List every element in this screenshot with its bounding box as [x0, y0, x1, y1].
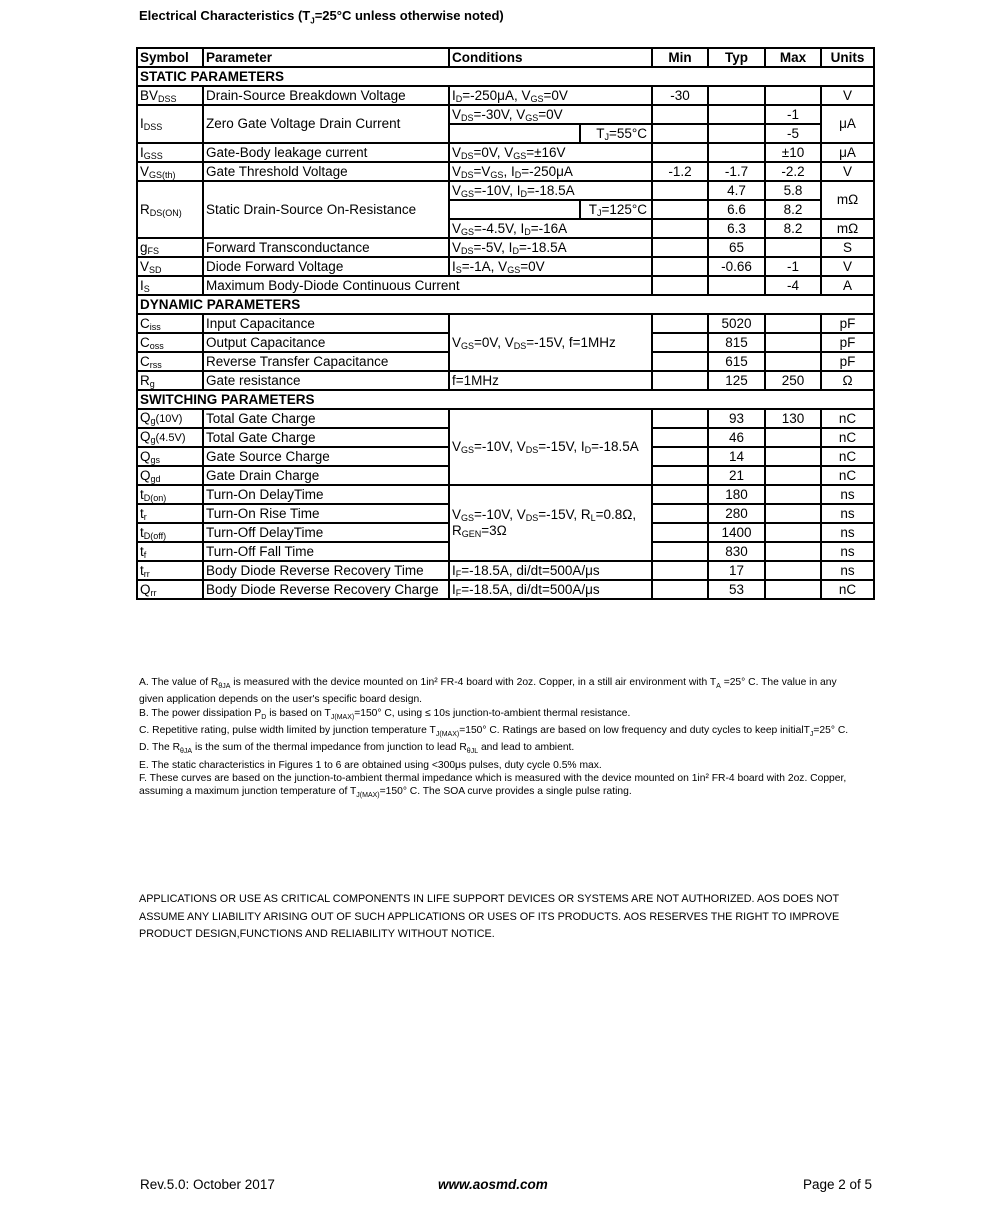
min-cell — [652, 238, 708, 257]
typ-cell — [708, 105, 765, 124]
min-cell — [652, 200, 708, 219]
symbol-cell: $t_{D(off)}$ — [137, 523, 203, 542]
unit-cell: ns — [821, 504, 874, 523]
page-title: Electrical Characteristics ($T_J=25^\circ C$ unless otherwise noted) — [139, 8, 504, 26]
condition-cell: $V_{DS}=0V$, $V_{GS}=\pm 16V$ — [449, 143, 652, 162]
header-conditions: Conditions — [449, 48, 652, 67]
parameter-cell: Turn-Off DelayTime — [203, 523, 449, 542]
parameter-cell: Turn-Off Fall Time — [203, 542, 449, 561]
parameter-cell: Gate Drain Charge — [203, 466, 449, 485]
footer-website-link[interactable]: www.aosmd.com — [438, 1177, 548, 1192]
unit-cell: S — [821, 238, 874, 257]
footnote: A. The value of $R_{\theta JA}$ is measured with the device mounted on 1in² FR-4 board with 2oz. Copper, in a still air environment with $T_A =25^\circ$ C. The value in any given application depends on the user's specific board design. — [139, 677, 837, 706]
condition-cell: $V_{GS}=-10V$, $V_{DS}=-15V$, $R_L=0.8\Omega$, $R_{GEN}=3\Omega$ — [449, 485, 652, 561]
unit-cell: pF — [821, 314, 874, 333]
typ-cell: 21 — [708, 466, 765, 485]
header-symbol: Symbol — [137, 48, 203, 67]
symbol-cell: $t_{rr}$ — [137, 561, 203, 580]
parameter-cell: Gate Source Charge — [203, 447, 449, 466]
symbol-cell: $Q_g(10V)$ — [137, 409, 203, 428]
unit-cell: ns — [821, 542, 874, 561]
unit-cell: A — [821, 276, 874, 295]
symbol-cell: $Q_{gd}$ — [137, 466, 203, 485]
parameter-cell: Turn-On DelayTime — [203, 485, 449, 504]
max-cell — [765, 504, 821, 523]
table-row — [137, 276, 874, 295]
min-cell: -30 — [652, 86, 708, 105]
min-cell — [652, 314, 708, 333]
typ-cell — [708, 276, 765, 295]
parameter-cell: Gate Threshold Voltage — [203, 162, 449, 181]
condition-cell: $T_J=55^\circ C$ — [580, 124, 652, 143]
symbol-cell: $Q_{gs}$ — [137, 447, 203, 466]
unit-cell: nC — [821, 447, 874, 466]
parameter-cell: Output Capacitance — [203, 333, 449, 352]
symbol-cell: $V_{SD}$ — [137, 257, 203, 276]
max-cell — [765, 352, 821, 371]
electrical-characteristics-table — [136, 47, 875, 600]
max-cell: -5 — [765, 124, 821, 143]
typ-cell: 93 — [708, 409, 765, 428]
condition-cell: $I_D=-250\mu A$, $V_{GS}=0V$ — [449, 86, 652, 105]
unit-cell: nC — [821, 580, 874, 599]
table-row — [137, 314, 874, 333]
parameter-cell: Diode Forward Voltage — [203, 257, 449, 276]
max-cell — [765, 238, 821, 257]
min-cell — [652, 371, 708, 390]
min-cell — [652, 219, 708, 238]
min-cell — [652, 181, 708, 200]
unit-cell: pF — [821, 333, 874, 352]
symbol-cell: $Q_{rr}$ — [137, 580, 203, 599]
max-cell — [765, 428, 821, 447]
min-cell — [652, 143, 708, 162]
symbol-cell: $t_f$ — [137, 542, 203, 561]
condition-cell: $V_{GS}=-10V$, $V_{DS}=-15V$, $I_D=-18.5A$ — [449, 409, 652, 485]
symbol-cell: $t_r$ — [137, 504, 203, 523]
typ-cell: 180 — [708, 485, 765, 504]
unit-cell: nC — [821, 466, 874, 485]
max-cell: 250 — [765, 371, 821, 390]
footnote: C. Repetitive rating, pulse width limited by junction temperature $T_{J(MAX)}=150^\circ$ C. Ratings are based on low frequency and duty cycles to keep initialT$_J$=25° C. — [139, 724, 849, 739]
unit-cell: ns — [821, 523, 874, 542]
footnote: D. The $R_{\theta JA}$ is the sum of the thermal impedance from junction to lead $R_{\theta JL}$ and lead to ambient. — [139, 742, 575, 756]
unit-cell: pF — [821, 352, 874, 371]
header-min: Min — [652, 48, 708, 67]
condition-cell: $V_{DS}=-30V$, $V_{GS}=0V$ — [449, 105, 652, 124]
footer-page-number: Page 2 of 5 — [803, 1177, 873, 1192]
typ-cell: -0.66 — [708, 257, 765, 276]
typ-cell: 46 — [708, 428, 765, 447]
unit-cell: mΩ — [821, 181, 874, 219]
min-cell — [652, 105, 708, 124]
max-cell — [765, 580, 821, 599]
symbol-cell: $t_{D(on)}$ — [137, 485, 203, 504]
max-cell: -1 — [765, 105, 821, 124]
max-cell — [765, 561, 821, 580]
symbol-cell: $V_{GS(th)}$ — [137, 162, 203, 181]
symbol-cell: $C_{oss}$ — [137, 333, 203, 352]
max-cell — [765, 447, 821, 466]
max-cell: -2.2 — [765, 162, 821, 181]
unit-cell: V — [821, 86, 874, 105]
min-cell — [652, 276, 708, 295]
parameter-cell: Zero Gate Voltage Drain Current — [203, 105, 449, 143]
parameter-cell: Gate resistance — [203, 371, 449, 390]
parameter-cell: Turn-On Rise Time — [203, 504, 449, 523]
section-switching: SWITCHING PARAMETERS — [137, 390, 874, 409]
min-cell — [652, 580, 708, 599]
typ-cell: 125 — [708, 371, 765, 390]
unit-cell: V — [821, 162, 874, 181]
unit-cell: mΩ — [821, 219, 874, 238]
symbol-cell: $C_{iss}$ — [137, 314, 203, 333]
min-cell — [652, 428, 708, 447]
min-cell — [652, 466, 708, 485]
typ-cell: 815 — [708, 333, 765, 352]
condition-cell: $I_F=-18.5A$, di/dt=500A/μs — [449, 580, 652, 599]
table-row — [137, 162, 874, 181]
header-max: Max — [765, 48, 821, 67]
parameter-cell: Body Diode Reverse Recovery Time — [203, 561, 449, 580]
parameter-cell: Total Gate Charge — [203, 428, 449, 447]
table-row — [137, 580, 874, 599]
unit-cell: nC — [821, 428, 874, 447]
typ-cell: -1.7 — [708, 162, 765, 181]
table-row — [137, 105, 874, 124]
typ-cell: 4.7 — [708, 181, 765, 200]
footnote: B. The power dissipation $P_D$ is based on $T_{J(MAX)}=150^\circ$ C, using ≤ 10s junction-to-ambient thermal resistance. — [139, 707, 631, 721]
typ-cell — [708, 86, 765, 105]
min-cell — [652, 485, 708, 504]
parameter-cell: Body Diode Reverse Recovery Charge — [203, 580, 449, 599]
parameter-cell: Static Drain-Source On-Resistance — [203, 181, 449, 238]
max-cell: 8.2 — [765, 219, 821, 238]
table-row — [137, 86, 874, 105]
unit-cell: V — [821, 257, 874, 276]
typ-cell: 830 — [708, 542, 765, 561]
footer-revision: Rev.5.0: October 2017 — [140, 1177, 275, 1192]
typ-cell — [708, 124, 765, 143]
section-dynamic: DYNAMIC PARAMETERS — [137, 295, 874, 314]
condition-cell: $I_S=-1A$, $V_{GS}=0V$ — [449, 257, 652, 276]
max-cell: ±10 — [765, 143, 821, 162]
condition-cell: $V_{DS}=-5V$, $I_D=-18.5A$ — [449, 238, 652, 257]
unit-cell: nC — [821, 409, 874, 428]
max-cell — [765, 485, 821, 504]
max-cell: 8.2 — [765, 200, 821, 219]
typ-cell: 14 — [708, 447, 765, 466]
min-cell: -1.2 — [652, 162, 708, 181]
typ-cell: 6.6 — [708, 200, 765, 219]
typ-cell — [708, 143, 765, 162]
table-row — [137, 371, 874, 390]
symbol-cell: $R_{DS(ON)}$ — [137, 181, 203, 238]
max-cell: 5.8 — [765, 181, 821, 200]
min-cell — [652, 409, 708, 428]
typ-cell: 5020 — [708, 314, 765, 333]
max-cell — [765, 523, 821, 542]
max-cell: -4 — [765, 276, 821, 295]
symbol-cell: $I_S$ — [137, 276, 203, 295]
typ-cell: 6.3 — [708, 219, 765, 238]
max-cell — [765, 542, 821, 561]
max-cell — [765, 466, 821, 485]
parameter-cell: Drain-Source Breakdown Voltage — [203, 86, 449, 105]
symbol-cell: $BV_{DSS}$ — [137, 86, 203, 105]
typ-cell: 17 — [708, 561, 765, 580]
min-cell — [652, 504, 708, 523]
min-cell — [652, 352, 708, 371]
parameter-cell: Maximum Body-Diode Continuous Current — [203, 276, 652, 295]
footnote: F. These curves are based on the junction-to-ambient thermal impedance which is measured with the device mounted on 1in² FR-4 board with 2oz. Copper, assuming a maximum junction temperature of $T_{J(MAX)}=150^\circ$ C. The SOA curve provides a single pulse rating. — [139, 772, 847, 800]
max-cell: 130 — [765, 409, 821, 428]
symbol-cell: $C_{rss}$ — [137, 352, 203, 371]
table-row — [137, 257, 874, 276]
max-cell — [765, 314, 821, 333]
min-cell — [652, 333, 708, 352]
unit-cell: μA — [821, 143, 874, 162]
typ-cell: 65 — [708, 238, 765, 257]
min-cell — [652, 447, 708, 466]
unit-cell: μA — [821, 105, 874, 143]
condition-cell: $T_J=125^\circ C$ — [580, 200, 652, 219]
typ-cell: 280 — [708, 504, 765, 523]
condition-cell: $V_{DS}=V_{GS}$, $I_D=-250\mu A$ — [449, 162, 652, 181]
symbol-cell: $Q_g(4.5V)$ — [137, 428, 203, 447]
parameter-cell: Forward Transconductance — [203, 238, 449, 257]
table-row — [137, 485, 874, 504]
condition-cell: $V_{GS}=-4.5V$, $I_D=-16A$ — [449, 219, 652, 238]
footnote: E. The static characteristics in Figures 1 to 6 are obtained using <300μs pulses, duty cycle 0.5% max. — [139, 759, 602, 771]
symbol-cell: $g_{FS}$ — [137, 238, 203, 257]
typ-cell: 615 — [708, 352, 765, 371]
condition-cell: $V_{GS}=-10V$, $I_D=-18.5A$ — [449, 181, 652, 200]
parameter-cell: Reverse Transfer Capacitance — [203, 352, 449, 371]
table-row — [137, 238, 874, 257]
table-row — [137, 561, 874, 580]
disclaimer: APPLICATIONS OR USE AS CRITICAL COMPONENTS IN LIFE SUPPORT DEVICES OR SYSTEMS ARE NOT AUTHORIZED. AOS DOES NOT ASSUME ANY LIABILITY ARISING OUT OF SUCH APPLICATIONS OR USES OF ITS PRODUCTS. AOS RESERVES THE RIGHT TO IMPROVE PRODUCT DESIGN,FUNCTIONS AND RELIABILITY WITHOUT NOTICE. — [139, 893, 840, 940]
min-cell — [652, 523, 708, 542]
condition-cell: $V_{GS}=0V$, $V_{DS}=-15V$, f=1MHz — [449, 314, 652, 371]
table-row — [137, 409, 874, 428]
header-units: Units — [821, 48, 874, 67]
parameter-cell: Gate-Body leakage current — [203, 143, 449, 162]
unit-cell: ns — [821, 561, 874, 580]
table-row — [137, 181, 874, 200]
header-parameter: Parameter — [203, 48, 449, 67]
typ-cell: 53 — [708, 580, 765, 599]
table-row — [137, 143, 874, 162]
min-cell — [652, 257, 708, 276]
typ-cell: 1400 — [708, 523, 765, 542]
max-cell: -1 — [765, 257, 821, 276]
symbol-cell: $I_{DSS}$ — [137, 105, 203, 143]
symbol-cell: $I_{GSS}$ — [137, 143, 203, 162]
parameter-cell: Total Gate Charge — [203, 409, 449, 428]
min-cell — [652, 124, 708, 143]
condition-cell: $I_F=-18.5A$, di/dt=500A/μs — [449, 561, 652, 580]
max-cell — [765, 86, 821, 105]
min-cell — [652, 542, 708, 561]
parameter-cell: Input Capacitance — [203, 314, 449, 333]
condition-cell: f=1MHz — [449, 371, 652, 390]
unit-cell: Ω — [821, 371, 874, 390]
max-cell — [765, 333, 821, 352]
section-static: STATIC PARAMETERS — [137, 67, 874, 86]
unit-cell: ns — [821, 485, 874, 504]
footnotes — [139, 676, 851, 803]
min-cell — [652, 561, 708, 580]
header-typ: Typ — [708, 48, 765, 67]
symbol-cell: $R_g$ — [137, 371, 203, 390]
header-row — [137, 48, 874, 67]
